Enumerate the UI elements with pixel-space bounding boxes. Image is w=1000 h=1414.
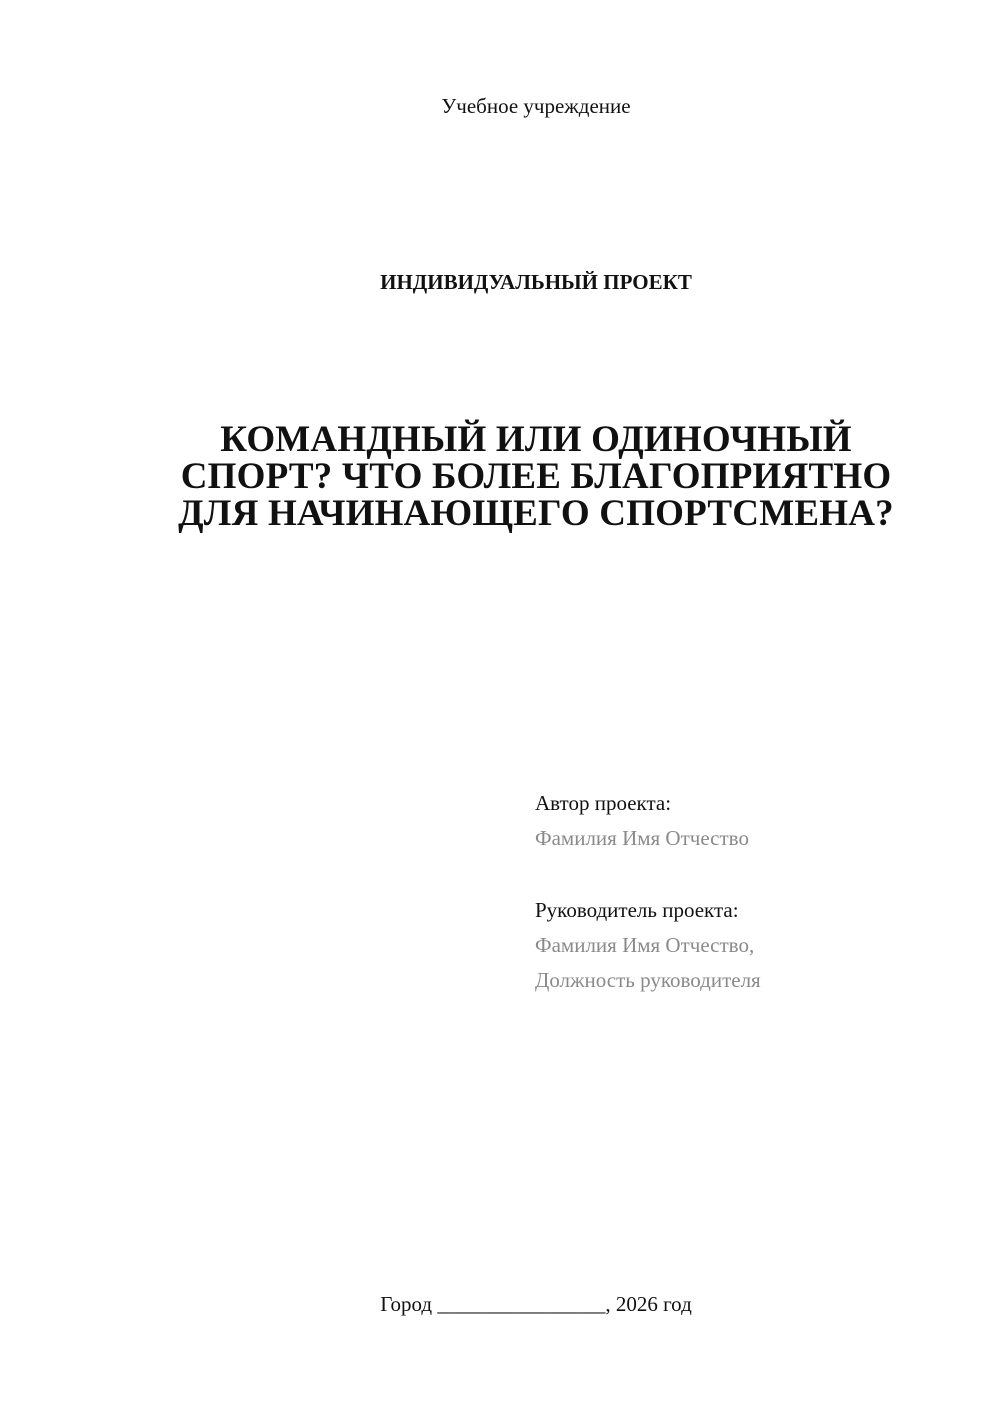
project-title bbox=[72, 421, 1000, 532]
project-title-line-1: КОМАНДНЫЙ ИЛИ ОДИНОЧНЫЙ bbox=[220, 419, 852, 460]
author-block bbox=[535, 786, 975, 856]
project-type-heading: ИНДИВИДУАЛЬНЫЙ ПРОЕКТ bbox=[380, 270, 692, 294]
author-label: Автор проекта: bbox=[535, 791, 672, 815]
city-year-footer: Город ________________, 2026 год bbox=[380, 1292, 692, 1316]
supervisor-name: Фамилия Имя Отчество, bbox=[535, 933, 755, 957]
supervisor-block bbox=[535, 893, 975, 998]
supervisor-position: Должность руководителя bbox=[535, 968, 761, 992]
project-title-line-2: СПОРТ? ЧТО БОЛЕЕ БЛАГОПРИЯТНО bbox=[180, 456, 892, 497]
project-title-line-3: ДЛЯ НАЧИНАЮЩЕГО СПОРТСМЕНА? bbox=[178, 493, 894, 534]
author-name: Фамилия Имя Отчество bbox=[535, 826, 749, 850]
supervisor-label: Руководитель проекта: bbox=[535, 898, 739, 922]
institution-name: Учебное учреждение bbox=[441, 94, 631, 118]
